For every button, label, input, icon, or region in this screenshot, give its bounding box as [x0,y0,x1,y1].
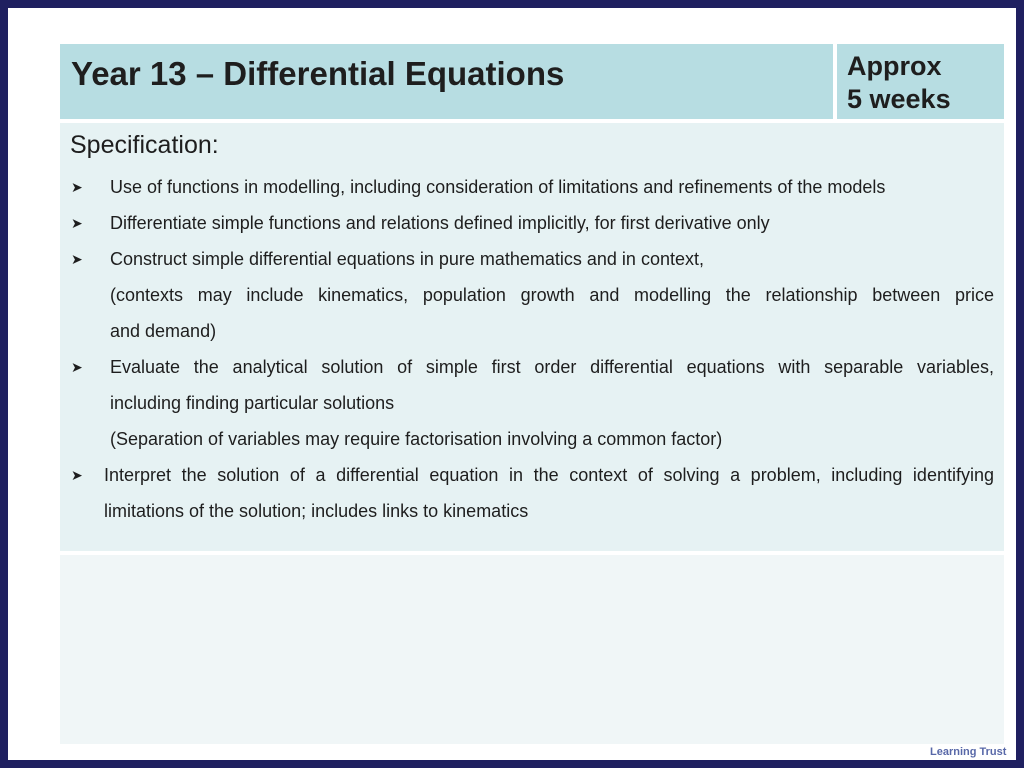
spec-line: Use of functions in modelling, including consideration of limitations and refinements of the models [110,177,886,197]
content-table [60,44,1004,744]
spec-continuation [60,277,1004,313]
arrowhead-bullet-icon: ➤ [71,251,83,267]
page-title: Year 13 – Differential Equations [71,55,565,92]
spec-item [60,349,1004,385]
specification-label: Specification: [70,131,219,159]
spec-continuation [60,421,1004,457]
duration-approx: Approx [847,51,942,81]
spec-line: (contexts may include kinematics, population growth and modelling the relationship between price [110,285,994,305]
spec-line: and demand) [110,321,217,341]
spec-line: Construct simple differential equations in pure mathematics and in context, [110,249,704,269]
title-cell [60,44,833,121]
arrowhead-bullet-icon: ➤ [71,179,83,195]
slide [8,8,1016,760]
arrowhead-bullet-icon: ➤ [71,359,83,375]
spec-line: including finding particular solutions [110,393,395,413]
spec-item [60,457,1004,493]
spec-line: Evaluate the analytical solution of simple first order differential equations with separable variables, [110,357,994,377]
spec-item [60,169,1004,205]
footer-logo-text: Learning Trust [930,746,1007,758]
duration-weeks: 5 weeks [847,84,951,114]
spec-item [60,205,1004,241]
specification-cell [60,123,1004,553]
spec-line: Differentiate simple functions and relations defined implicitly, for first derivative only [110,213,770,233]
spec-line: (Separation of variables may require factorisation involving a common factor) [110,429,723,449]
arrowhead-bullet-icon: ➤ [71,215,83,231]
arrowhead-bullet-icon: ➤ [71,467,83,483]
empty-cell [60,555,1004,744]
spec-line: Interpret the solution of a differential equation in the context of solving a problem, including identifying [104,465,994,485]
spec-item [60,241,1004,277]
spec-continuation [60,313,1004,349]
spec-continuation [60,493,1004,529]
spec-line: limitations of the solution; includes links to kinematics [104,501,529,521]
duration-cell [835,44,1004,121]
spec-continuation [60,385,1004,421]
